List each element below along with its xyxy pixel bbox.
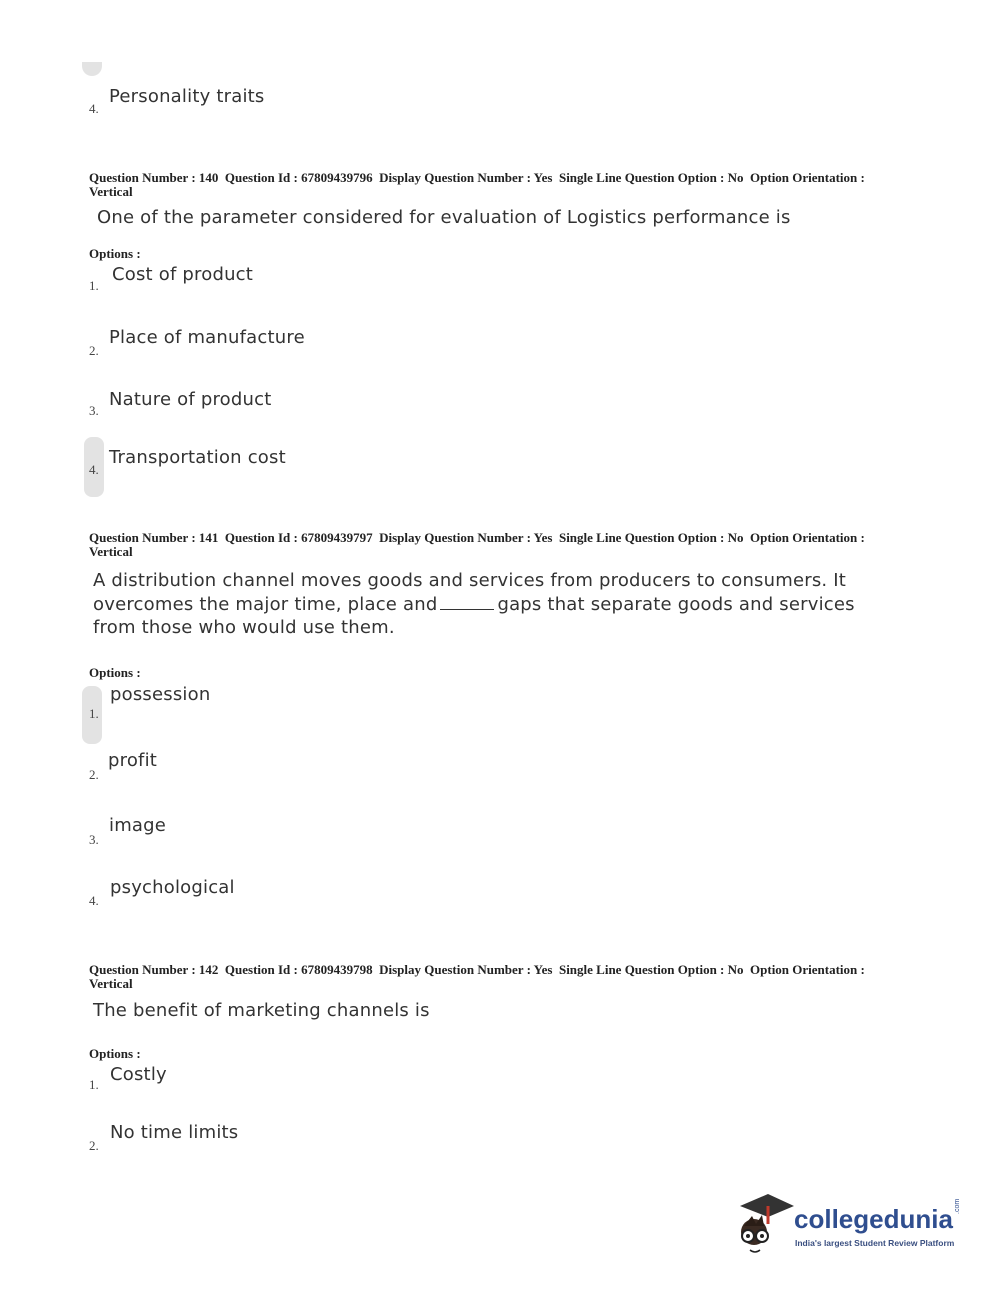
options-label: Options : <box>89 665 141 680</box>
option-text: Costly <box>110 1064 167 1085</box>
option-number: 2. <box>89 1138 99 1153</box>
question-text-141 <box>93 569 893 640</box>
question-meta-140: Question Number : 140 Question Id : 67809439796 Display Question Number : Yes Single Line Question Option : No Option Orientation : Vertical <box>89 170 868 199</box>
option-text: Nature of product <box>109 389 272 410</box>
option-number: 1. <box>89 1077 99 1092</box>
option-number: 4. <box>89 462 99 477</box>
question-meta-142: Question Number : 142 Question Id : 67809439798 Display Question Number : Yes Single Line Question Option : No Option Orientation : Vertical <box>89 962 868 991</box>
option-text: No time limits <box>110 1122 239 1143</box>
option-text: psychological <box>110 877 235 898</box>
question-text-line <box>93 593 893 617</box>
collegedunia-logo <box>734 1190 964 1260</box>
option-text: Place of manufacture <box>109 327 305 348</box>
options-label: Options : <box>89 246 141 261</box>
mascot-icon <box>734 1190 796 1258</box>
option-number: 3. <box>89 832 99 847</box>
highlight-fragment <box>82 62 102 76</box>
option-number: 4. <box>89 893 99 908</box>
question-text-142: The benefit of marketing channels is <box>93 1000 430 1021</box>
logo-wordmark: collegedunia <box>794 1204 953 1234</box>
question-meta-141: Question Number : 141 Question Id : 67809439797 Display Question Number : Yes Single Line Question Option : No Option Orientation : Vertical <box>89 530 868 559</box>
logo-suffix: .com <box>954 1198 961 1214</box>
option-text: possession <box>110 684 211 705</box>
question-text-140: One of the parameter considered for evaluation of Logistics performance is <box>97 207 791 228</box>
question-text-segment: overcomes the major time, place and <box>93 593 438 615</box>
option-text: image <box>109 815 167 836</box>
option-number: 1. <box>89 278 99 293</box>
option-text: Personality traits <box>109 86 265 107</box>
question-text-segment: gaps that separate goods and services <box>497 593 855 615</box>
option-number: 1. <box>89 706 99 721</box>
options-label: Options : <box>89 1046 141 1061</box>
question-text-line: from those who would use them. <box>93 617 395 638</box>
question-text-line: A distribution channel moves goods and services from producers to consumers. It <box>93 570 847 591</box>
fill-in-blank <box>440 609 494 610</box>
option-text: Transportation cost <box>109 447 286 468</box>
option-text: profit <box>108 750 158 771</box>
logo-tagline: India's largest Student Review Platform <box>795 1238 955 1248</box>
option-text: Cost of product <box>112 264 254 285</box>
option-number: 4. <box>89 101 99 116</box>
option-number: 3. <box>89 403 99 418</box>
option-number: 2. <box>89 767 99 782</box>
option-number: 2. <box>89 343 99 358</box>
